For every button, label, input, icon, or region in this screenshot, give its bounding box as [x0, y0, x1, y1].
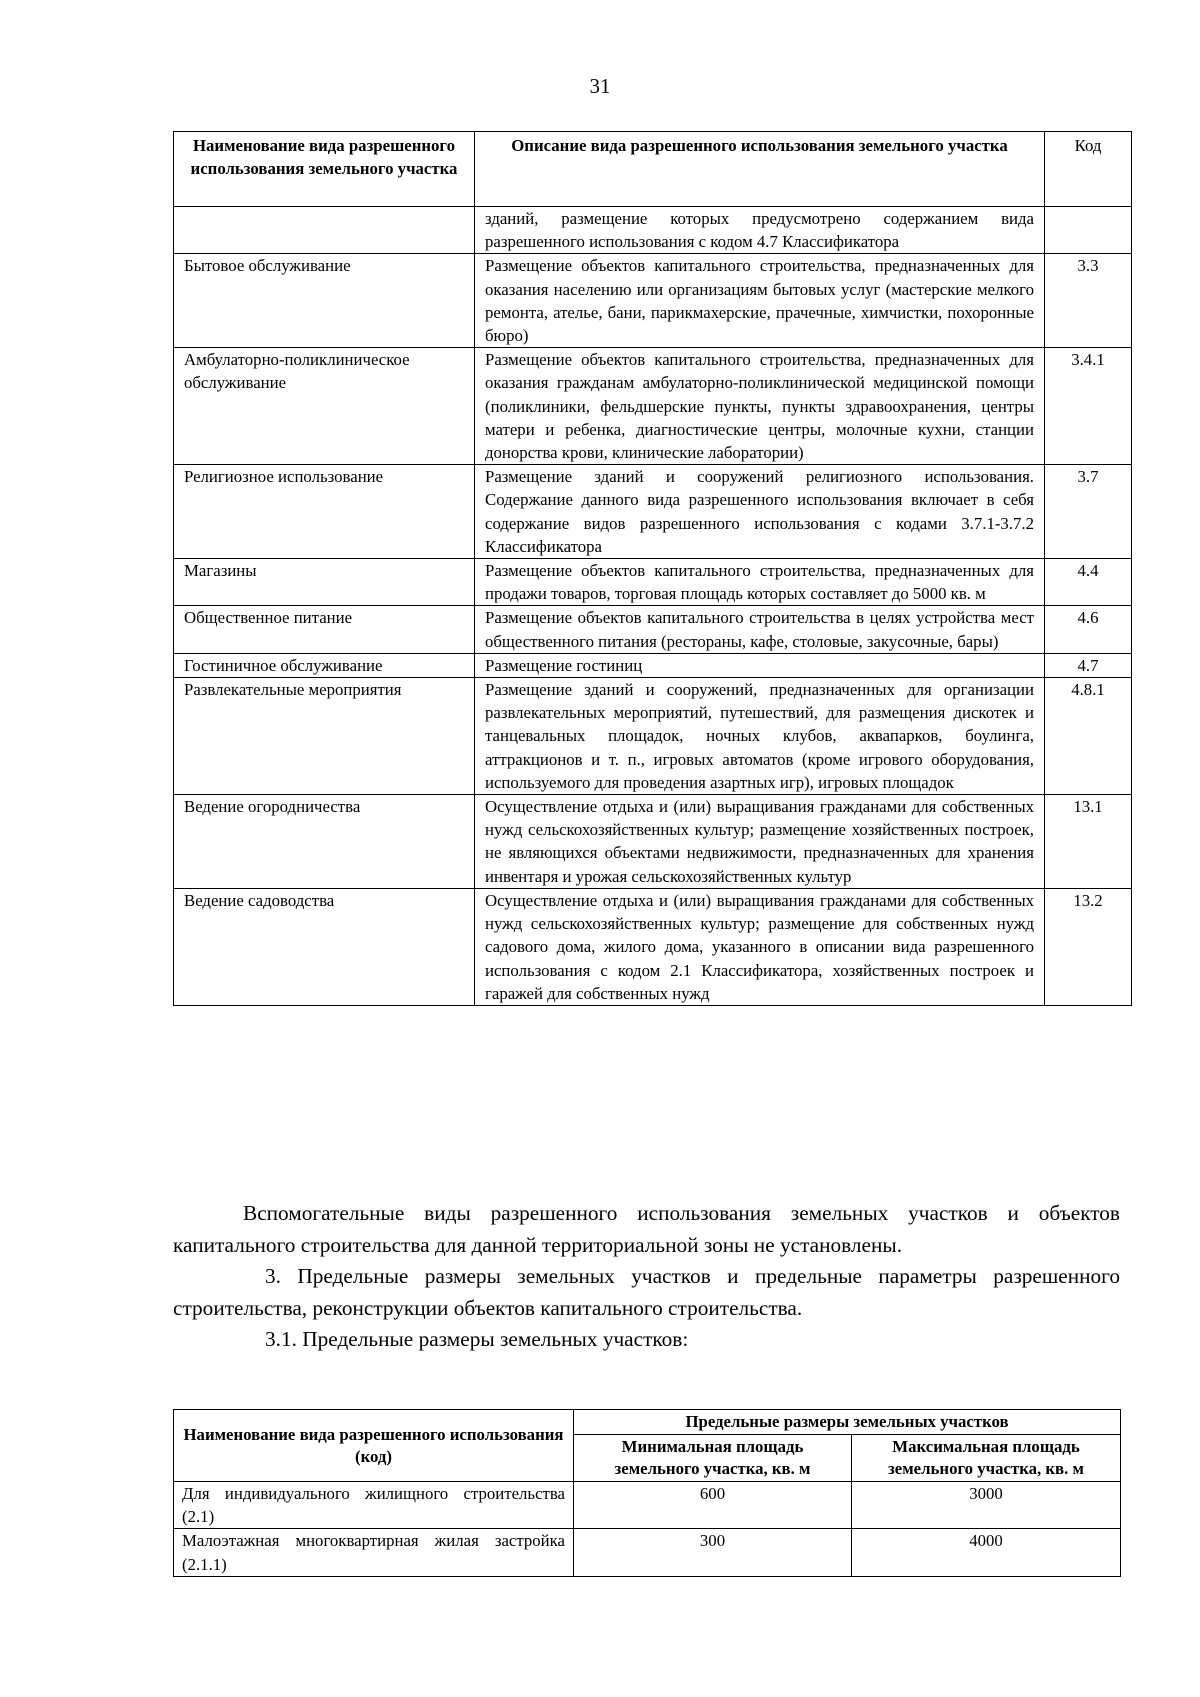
header-description: Описание вида разрешенного использования земельного участка [475, 132, 1045, 207]
row-code: 4.8.1 [1045, 678, 1132, 795]
row-description: Размещение объектов капитального строительства, предназначенных для продажи товаров, торговая площадь которых составляет до 5000 кв. м [475, 559, 1045, 606]
row-name: Магазины [174, 559, 475, 606]
row-min-area: 600 [574, 1482, 852, 1529]
row-description: Размещение объектов капитального строительства в целях устройства мест общественного питания (рестораны, кафе, столовые, закусочные, бары) [475, 606, 1045, 653]
table-row [174, 559, 1132, 606]
table-row [174, 207, 1132, 254]
table-header-row [174, 1410, 1121, 1435]
row-max-area: 3000 [852, 1482, 1121, 1529]
row-name: Ведение огородничества [174, 795, 475, 889]
permitted-use-table [173, 131, 1132, 1006]
row-code: 4.6 [1045, 606, 1132, 653]
row-description: зданий, размещение которых предусмотрено содержанием вида разрешенного использования с кодом 4.7 Классификатора [475, 207, 1045, 254]
row-description: Размещение зданий и сооружений, предназначенных для организации развлекательных мероприятий, путешествий, для размещения дискотек и танцевальных площадок, ночных клубов, аквапарков, боулинга, аттракционов и т. п., игровых автоматов (кроме игрового оборудования, используемого для проведения азартных игр), игровых площадок [475, 678, 1045, 795]
row-description: Размещение гостиниц [475, 653, 1045, 677]
table-row [174, 678, 1132, 795]
row-code: 3.7 [1045, 465, 1132, 559]
header-plot-size-group: Предельные размеры земельных участков [574, 1410, 1121, 1435]
table-row [174, 653, 1132, 677]
row-use-name: Малоэтажная многоквартирная жилая застройка (2.1.1) [174, 1529, 574, 1576]
paragraph-auxiliary-uses: Вспомогательные виды разрешенного использования земельных участков и объектов капитального строительства для данной территориальной зоны не установлены. [173, 1201, 1120, 1257]
row-description: Размещение объектов капитального строительства, предназначенных для оказания гражданам амбулаторно-поликлинической медицинской помощи (поликлиники, фельдшерские пункты, пункты здравоохранения, центры матери и ребенка, диагностические центры, молочные кухни, станции донорства крови, клинические лаборатории) [475, 348, 1045, 465]
row-name: Бытовое обслуживание [174, 254, 475, 348]
table-row [174, 606, 1132, 653]
header-code: Код [1045, 132, 1132, 207]
row-description: Размещение объектов капитального строительства, предназначенных для оказания населению или организациям бытовых услуг (мастерские мелкого ремонта, ателье, бани, парикмахерские, прачечные, химчистки, похоронные бюро) [475, 254, 1045, 348]
paragraph-section-3: 3. Предельные размеры земельных участков и предельные параметры разрешенного строительства, реконструкции объектов капитального строительства. [173, 1264, 1120, 1320]
row-code: 3.3 [1045, 254, 1132, 348]
table-header-row [174, 132, 1132, 207]
row-code: 13.1 [1045, 795, 1132, 889]
row-use-name: Для индивидуального жилищного строительства (2.1) [174, 1482, 574, 1529]
row-max-area: 4000 [852, 1529, 1121, 1576]
row-description: Осуществление отдыха и (или) выращивания гражданами для собственных нужд сельскохозяйственных культур; размещение хозяйственных построек, не являющихся объектами недвижимости, предназначенных для хранения инвентаря и урожая сельскохозяйственных культур [475, 795, 1045, 889]
table-row [174, 254, 1132, 348]
row-code: 4.7 [1045, 653, 1132, 677]
row-name [174, 207, 475, 254]
row-name: Амбулаторно-поликлиническое обслуживание [174, 348, 475, 465]
row-name: Общественное питание [174, 606, 475, 653]
table-row [174, 1482, 1121, 1529]
row-code: 4.4 [1045, 559, 1132, 606]
table-row [174, 795, 1132, 889]
row-name: Религиозное использование [174, 465, 475, 559]
row-code [1045, 207, 1132, 254]
row-name: Гостиничное обслуживание [174, 653, 475, 677]
table-row [174, 348, 1132, 465]
row-code: 3.4.1 [1045, 348, 1132, 465]
row-description: Осуществление отдыха и (или) выращивания гражданами для собственных нужд сельскохозяйственных культур; размещение для собственных нужд садового дома, жилого дома, указанного в описании вида разрешенного использования с кодом 2.1 Классификатора, хозяйственных построек и гаражей для собственных нужд [475, 888, 1045, 1005]
row-code: 13.2 [1045, 888, 1132, 1005]
table-row [174, 1529, 1121, 1576]
row-description: Размещение зданий и сооружений религиозного использования. Содержание данного вида разрешенного использования включает в себя содержание видов разрешенного использования с кодами 3.7.1-3.7.2 Классификатора [475, 465, 1045, 559]
table-row [174, 888, 1132, 1005]
paragraph-section-3-1: 3.1. Предельные размеры земельных участков: [265, 1327, 689, 1351]
header-min-area: Минимальная площадь земельного участка, кв. м [574, 1435, 852, 1482]
header-use-name: Наименование вида разрешенного использования (код) [174, 1410, 574, 1482]
body-text [173, 1198, 1120, 1356]
row-name: Ведение садоводства [174, 888, 475, 1005]
row-min-area: 300 [574, 1529, 852, 1576]
row-name: Развлекательные мероприятия [174, 678, 475, 795]
table-row [174, 465, 1132, 559]
header-max-area: Максимальная площадь земельного участка, кв. м [852, 1435, 1121, 1482]
plot-size-table [173, 1409, 1121, 1577]
page-number: 31 [589, 74, 611, 98]
header-name: Наименование вида разрешенного использования земельного участка [174, 132, 475, 207]
